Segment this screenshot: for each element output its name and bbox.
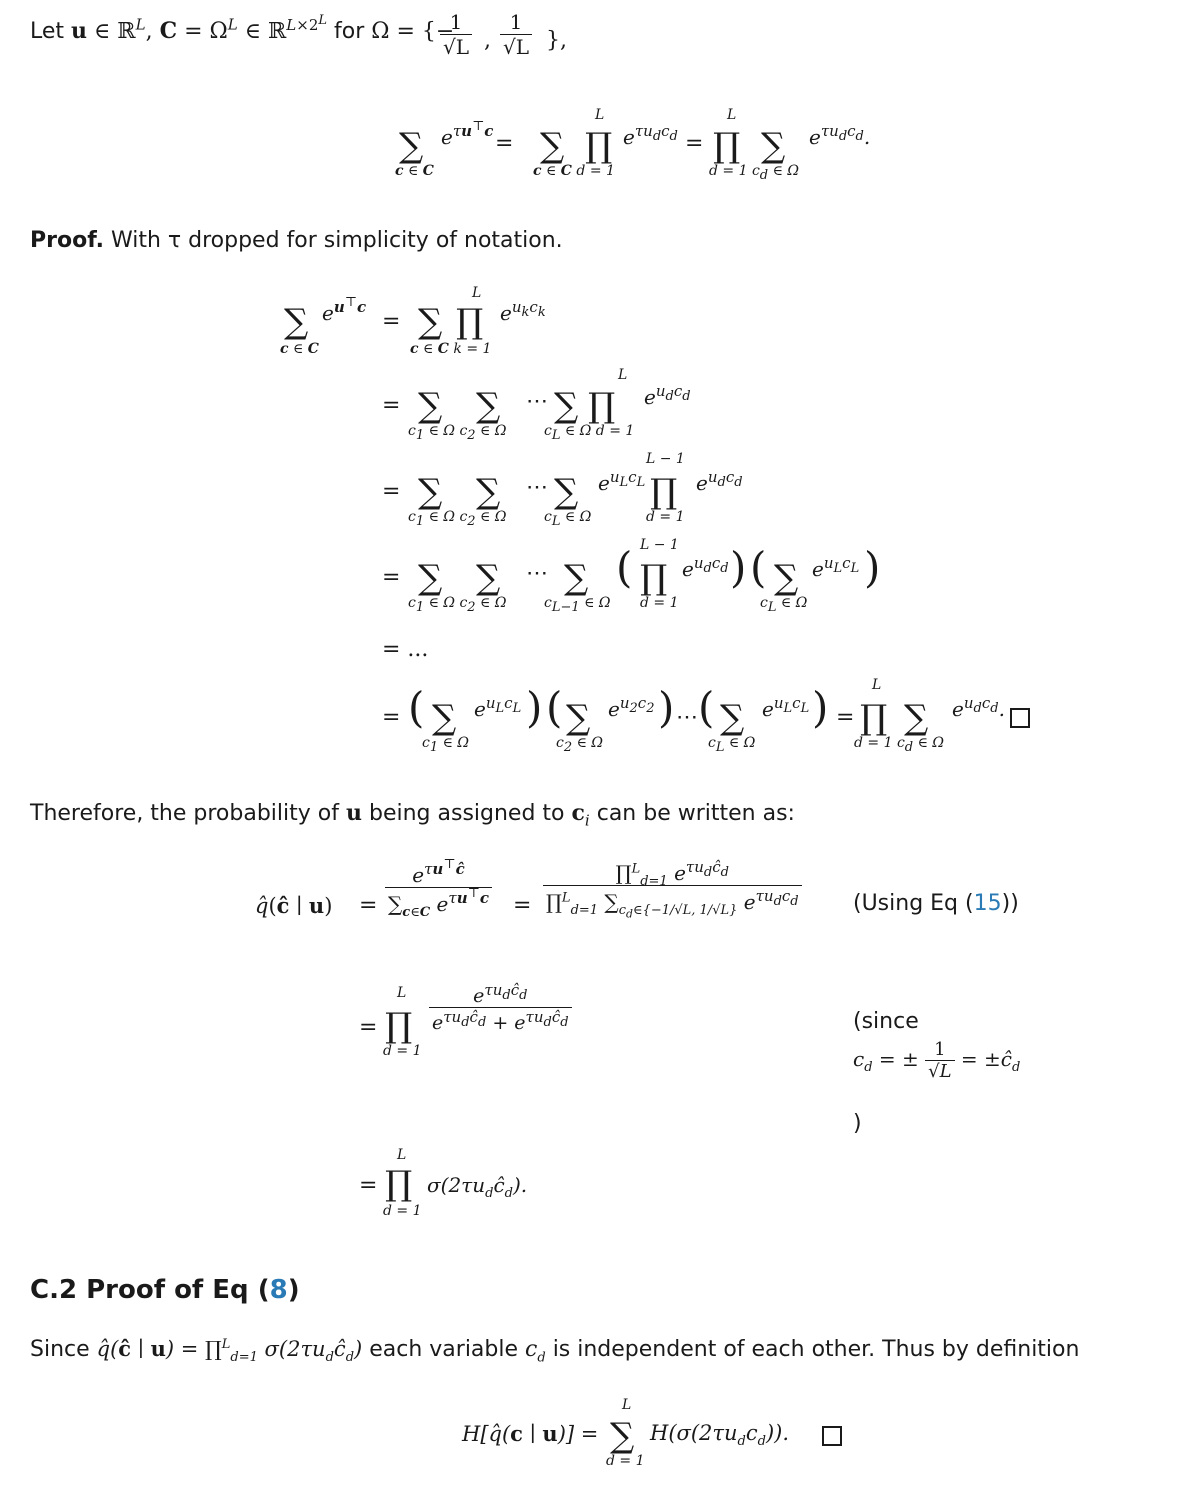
intro-line — [30, 12, 455, 44]
math-in: ∈ ℝ$^L$, — [94, 15, 153, 44]
omega-frac-1: $\frac{1}{√L}$ — [440, 10, 472, 59]
omega-frac-2: $\frac{1}{√L}$ — [500, 10, 532, 59]
lemma-equation: ∑ c ∈ C $e^{\tau u^⊤c}$ = ∑ ∏ L c ∈ C d = 1 $e^{\tau u_dc_d}$ = ∏ L ∑ d = 1 $c_d$ ∈ Ω $e^{\tau u_dc_d}$. — [395, 107, 871, 183]
eq-15-link[interactable]: 15 — [973, 891, 1002, 916]
since-note-formula: $c_d$ = ± $\frac{1}{√L}$ = $\pm ĉ_d$ — [853, 1039, 1021, 1082]
math-C: C — [159, 18, 178, 44]
derivation: ∑ c ∈ C $e^{u^⊤c}$ = ∑ ∏ L c ∈ C k = 1 $e^{u_kc_k}$ = ∑ ∑ ⋯ ∑ ∏ L $c_1$ ∈ Ω $c_2$ ∈ Ω $c_L$ ∈ Ω d = 1 $e^{u_dc_d}$ = ∑ ∑ ⋯ ∑ $e^{u_Lc_L}$ ∏ L − 1 $c_1$ ∈ Ω $c_2$ ∈ Ω $c_L$ ∈ Ω d = 1 $e^{u_dc_d}$ = ∑ ∑ ⋯ ∑ ( ∏ L − 1 $e^{u_dc_d}$ ) ( ∑ $e^{u_Lc_L}$ ) $c_1$ ∈ Ω $c_2$ ∈ Ω $c_{L-1}$ ∈ Ω d = 1 $c_L$ ∈ Ω = ... = ( ∑ $e^{u_Lc_L}$ ) ( ∑ $e^{u_2c_2}$ ) ⋯ ( ∑ $e^{u_Lc_L}$ ) = ∏ L ∑ $e^{u_dc_d}$. $c_1$ ∈ Ω $c_2$ ∈ Ω $c_L$ ∈ Ω d = 1 $c_d$ ∈ Ω — [280, 285, 1040, 765]
proof-label: Proof. — [30, 228, 104, 253]
since-note-open: (since — [853, 1009, 919, 1034]
intro-prefix: Let — [30, 19, 72, 44]
qed-square-2 — [822, 1425, 842, 1450]
qed-square-1 — [1010, 707, 1030, 732]
probability-derivation: q̂(ĉ ∣ u) = $\frac{e^{\tau u^⊤ĉ}}{\sum_{c\in C} e^{\tau u^⊤c}}$ = $\frac{\prod^L_{d=1} e^{\tau u_dĉ_d}}{\prod^L_{d=1} \sum_{c_d\in\{-1/√L, 1/√L\}} e^{\tau u_dc_d}}$ (Using Eq (15)) = ∏ L d = 1 $\frac{e^{\tau u_dĉ_d}}{e^{\tau u_dĉ_d} + e^{\tau u_dĉ_d}}$ (since $c_d$ = ± $\frac{1}{√L}$ = $\pm ĉ_d$ ) = ∏ L d = 1 $\sigma(2\tau u_dĉ_d)$. — [255, 857, 1021, 1219]
closing-paragraph: Since q̂(ĉ ∣ u) = ∏$^L_{d=1}$ $\sigma(2\tau u_dĉ_d)$ each variable $c_d$ is independent of each other. Thus by definition — [30, 1336, 1080, 1366]
omega-close: }, — [546, 28, 567, 53]
since-note-close: ) — [853, 1111, 862, 1136]
proof-text: With τ dropped for simplicity of notation. — [110, 228, 563, 253]
intro-for-word: for — [334, 19, 365, 44]
using-eq-note: (Using Eq (15)) — [853, 891, 1019, 916]
therefore-line: Therefore, the probability of u being assigned to $c_i$ can be written as: — [30, 800, 795, 830]
section-heading: C.2 Proof of Eq (8) — [30, 1275, 300, 1305]
proof-line — [30, 228, 563, 253]
omega-comma: , — [484, 28, 491, 53]
omega-def: Ω = {− — [371, 19, 455, 44]
entropy-equation: H[q̂(c ∣ u)] = ∑ L d = 1 $H(\sigma(2\tau u_dc_d))$. — [462, 1395, 862, 1475]
eq-8-link[interactable]: 8 — [269, 1275, 288, 1305]
math-u: u — [71, 18, 88, 44]
dots-line: = ... — [382, 637, 429, 662]
math-omegaL: = $\Omega^L$ ∈ ℝ$^{L\times 2^L}$ — [184, 12, 328, 44]
